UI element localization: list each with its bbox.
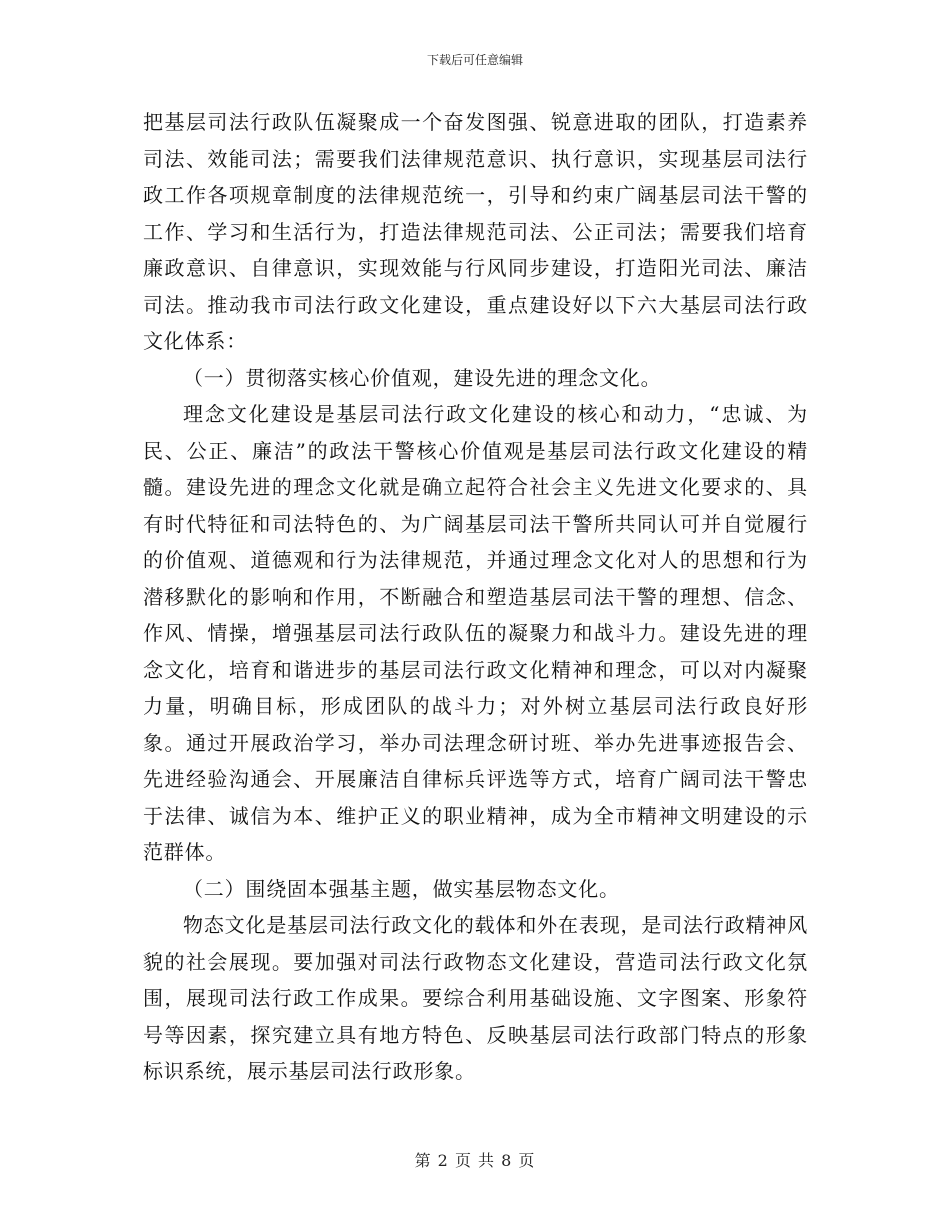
- page-footer: 第 2 页 共 8 页: [414, 1151, 536, 1170]
- paragraph-material-culture: 物态文化是基层司法行政文化的载体和外在表现，是司法行政精神风貌的社会展现。要加强对司法行政物态文化建设，营造司法行政文化氛围，展现司法行政工作成果。要综合利用基础设施、文字图案、形象符号等因素，探究建立具有地方特色、反映基层司法行政部门特点的形象标识系统，展示基层司法行政形象。: [143, 913, 808, 1083]
- section-heading-2: （二）围绕固本强基主题，做实基层物态文化。: [183, 876, 620, 901]
- section-heading-1: （一）贯彻落实核心价值观，建设先进的理念文化。: [183, 365, 662, 390]
- page-header: 下载后可任意编辑: [426, 53, 523, 67]
- paragraph-concept-culture: 理念文化建设是基层司法行政文化建设的核心和动力，“忠诚、为民、公正、廉洁”的政法干警核心价值观是基层司法行政文化建设的精髓。建设先进的理念文化就是确立起符合社会主义先进文化要求的、具有时代特征和司法特色的、为广阔基层司法干警所共同认可并自觉履行的价值观、道德观和行为法律规范，并通过理念文化对人的思想和行为潜移默化的影响和作用，不断融合和塑造基层司法干警的理想、信念、作风、情操，增强基层司法行政队伍的凝聚力和战斗力。建设先进的理念文化，培育和谐进步的基层司法行政文化精神和理念，可以对内凝聚力量，明确目标，形成团队的战斗力；对外树立基层司法行政良好形象。通过开展政治学习，举办司法理念研讨班、举办先进事迹报告会、先进经验沟通会、开展廉洁自律标兵评选等方式，培育广阔司法干警忠于法律、诚信为本、维护正义的职业精神，成为全市精神文明建设的示范群体。: [143, 402, 808, 864]
- paragraph-intro: 把基层司法行政队伍凝聚成一个奋发图强、锐意进取的团队，打造素养司法、效能司法；需要我们法律规范意识、执行意识，实现基层司法行政工作各项规章制度的法律规范统一，引导和约束广阔基层司法干警的工作、学习和生活行为，打造法律规范司法、公正司法；需要我们培育廉政意识、自律意识，实现效能与行风同步建设，打造阳光司法、廉洁司法。推动我市司法行政文化建设，重点建设好以下六大基层司法行政文化体系：: [143, 110, 808, 353]
- document-body: [143, 104, 808, 1090]
